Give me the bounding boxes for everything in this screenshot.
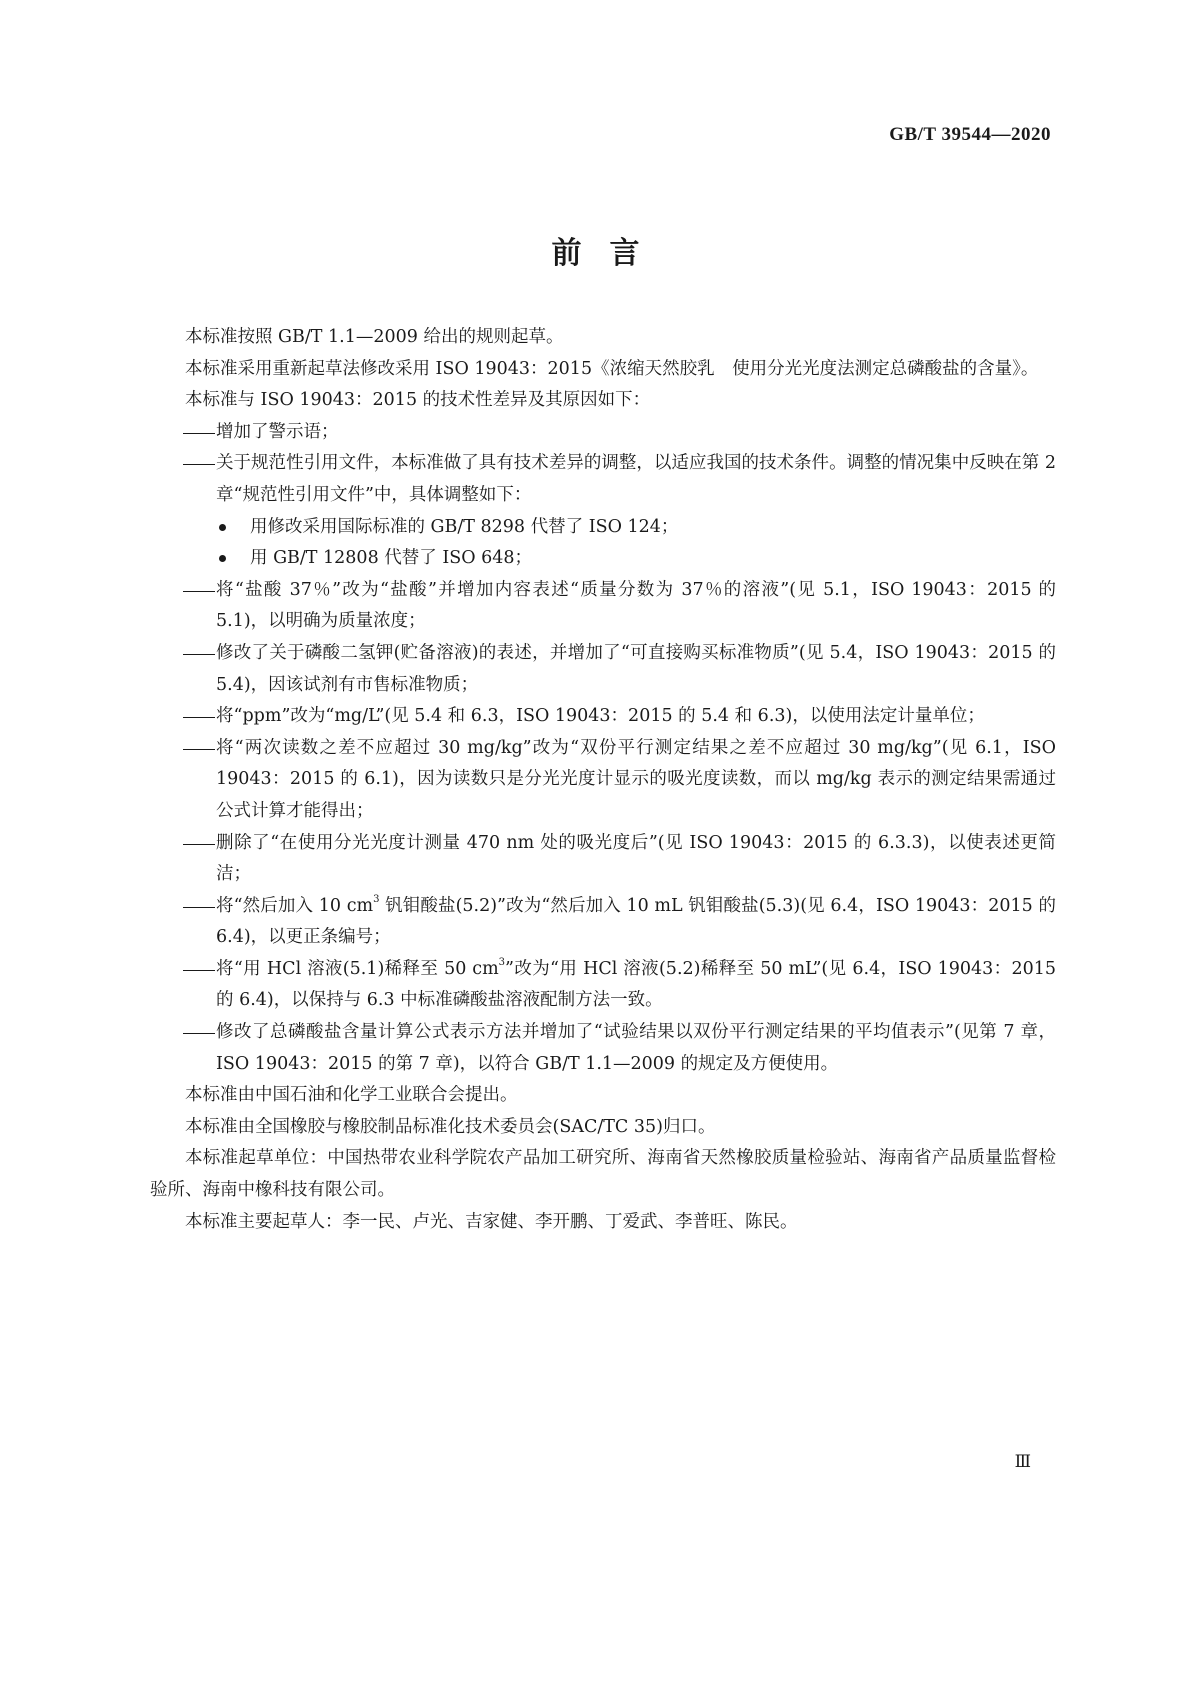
difference-text: 钒钼酸盐(5.2)”改为“然后加入 10 mL 钒钼酸盐(5.3)(见 6.4，ISO 19043：2015 的 6.4)，以更正条编号； bbox=[216, 895, 1056, 948]
page-number: Ⅲ bbox=[1014, 1452, 1031, 1471]
difference-text: 修改了总磷酸盐含量计算公式表示方法并增加了“试验结果以双份平行测定结果的平均值表示”(见第 7 章，ISO 19043：2015 的第 7 章)，以符合 GB/T 1.1—2009 的规定及方便使用。 bbox=[216, 1022, 1056, 1074]
bullet-icon bbox=[219, 555, 226, 562]
paragraph-drafting-units: 本标准起草单位：中国热带农业科学院农产品加工研究所、海南省天然橡胶质量检验站、海南省产品质量监督检验所、海南中橡科技有限公司。 bbox=[150, 1148, 1056, 1201]
bullet-item bbox=[150, 512, 1056, 544]
foreword-body bbox=[150, 322, 1056, 1238]
difference-item bbox=[150, 733, 1056, 828]
bullet-item bbox=[150, 543, 1056, 575]
difference-item bbox=[150, 417, 1056, 449]
bullet-text: 用修改采用国际标准的 GB/T 8298 代替了 ISO 124； bbox=[250, 516, 679, 537]
difference-text: 将“盐酸 37％”改为“盐酸”并增加内容表述“质量分数为 37％的溶液”(见 5.1，ISO 19043：2015 的 5.1)，以明确为质量浓度； bbox=[216, 579, 1056, 632]
difference-item bbox=[150, 1017, 1056, 1080]
paragraph-adoption: 本标准采用重新起草法修改采用 ISO 19043：2015《浓缩天然胶乳 使用分光光度法测定总磷酸盐的含量》。 bbox=[185, 358, 1039, 379]
difference-item bbox=[150, 891, 1056, 954]
paragraph-differences-intro: 本标准与 ISO 19043：2015 的技术性差异及其原因如下： bbox=[185, 390, 651, 411]
superscript: 3 bbox=[373, 893, 380, 905]
difference-item bbox=[150, 638, 1056, 701]
difference-text: 将“ppm”改为“mg/L”(见 5.4 和 6.3，ISO 19043：2015 的 5.4 和 6.3)，以使用法定计量单位； bbox=[216, 706, 985, 727]
difference-text: 将“用 HCl 溶液(5.1)稀释至 50 cm bbox=[216, 958, 499, 979]
bullet-text: 用 GB/T 12808 代替了 ISO 648； bbox=[250, 548, 533, 569]
difference-text: 增加了警示语； bbox=[216, 421, 339, 442]
difference-text: 将“然后加入 10 cm bbox=[216, 895, 374, 916]
difference-text: 删除了“在使用分光光度计测量 470 nm 处的吸光度后”(见 ISO 19043：2015 的 6.3.3)，以使表述更简洁； bbox=[216, 832, 1056, 885]
paragraph-drafting-rules: 本标准按照 GB/T 1.1—2009 给出的规则起草。 bbox=[185, 327, 564, 347]
page-title: 前言 bbox=[551, 236, 668, 271]
difference-text: 关于规范性引用文件，本标准做了具有技术差异的调整，以适应我国的技术条件。调整的情况集中反映在第 2 章“规范性引用文件”中，具体调整如下： bbox=[216, 453, 1056, 505]
paragraph-proposer: 本标准由中国石油和化学工业联合会提出。 bbox=[185, 1085, 518, 1106]
difference-text: 将“两次读数之差不应超过 30 mg/kg”改为“双份平行测定结果之差不应超过 30 mg/kg”(见 6.1，ISO 19043：2015 的 6.1)，因为读数只是分光光度计显示的吸光度读数，而以 mg/kg 表示的测定结果需通过公式计算才能得出； bbox=[216, 737, 1056, 821]
difference-item bbox=[150, 701, 1056, 733]
paragraph-drafters: 本标准主要起草人：李一民、卢光、吉家健、李开鹏、丁爱武、李普旺、陈民。 bbox=[185, 1211, 798, 1232]
difference-item bbox=[150, 828, 1056, 891]
bullet-icon bbox=[219, 524, 226, 531]
difference-item bbox=[150, 448, 1056, 511]
standard-code: GB/T 39544—2020 bbox=[889, 124, 1051, 145]
difference-item bbox=[150, 575, 1056, 638]
difference-text: 修改了关于磷酸二氢钾(贮备溶液)的表述，并增加了“可直接购买标准物质”(见 5.4，ISO 19043：2015 的 5.4)，因该试剂有市售标准物质； bbox=[216, 642, 1056, 695]
difference-item bbox=[150, 954, 1056, 1017]
difference-text: ”改为“用 HCl 溶液(5.2)稀释至 50 mL”(见 6.4，ISO 19043：2015 的 6.4)，以保持与 6.3 中标准磷酸盐溶液配制方法一致。 bbox=[216, 958, 1056, 1011]
superscript: 3 bbox=[498, 956, 506, 968]
paragraph-committee: 本标准由全国橡胶与橡胶制品标准化技术委员会(SAC/TC 35)归口。 bbox=[185, 1116, 716, 1137]
